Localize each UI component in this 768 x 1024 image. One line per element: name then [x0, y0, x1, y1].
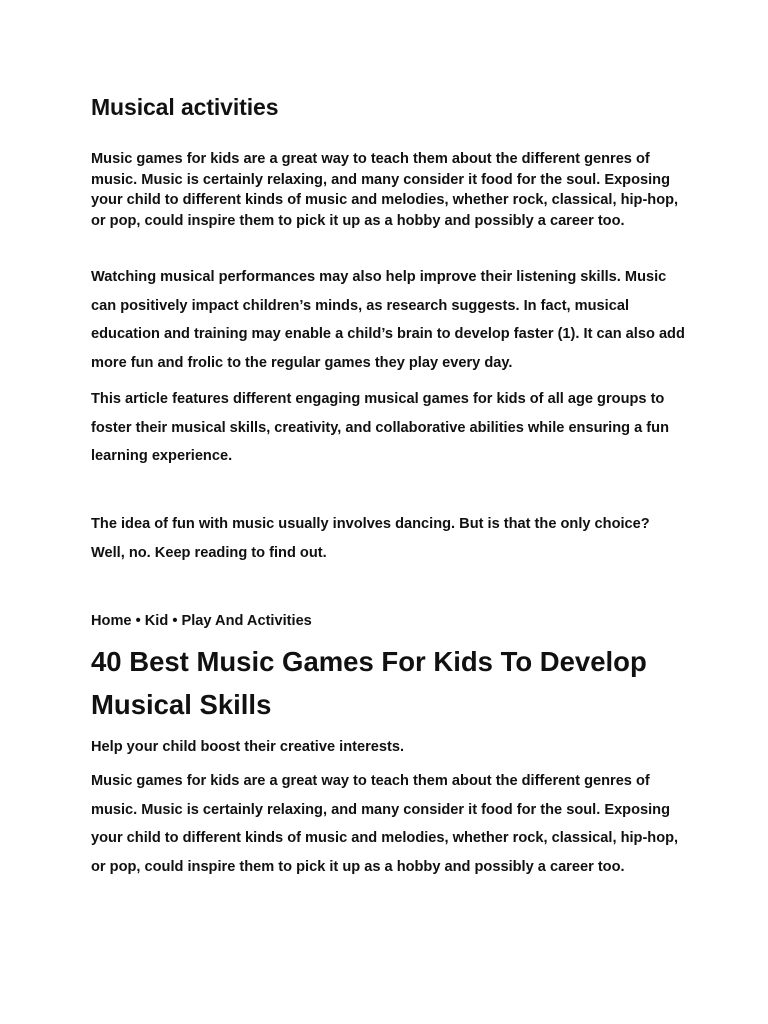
intro-paragraph-2: Watching musical performances may also help improve their listening skills. Music can positively impact children’s minds, as research suggests. In fact, musical education and training may enable a child’s brain to develop faster (1). It can also add more fun and frolic to the regular games they play every day.: [91, 269, 685, 371]
article-title: 40 Best Music Games For Kids To Develop Musical Skills: [91, 646, 647, 720]
breadcrumb-item-home[interactable]: Home: [91, 613, 132, 629]
intro-paragraph-4: The idea of fun with music usually involves dancing. But is that the only choice? Well, no. Keep reading to find out.: [91, 516, 650, 561]
intro-paragraph-3: This article features different engaging musical games for kids of all age groups to foster their musical skills, creativity, and collaborative abilities while ensuring a fun learning experience.: [91, 391, 669, 464]
breadcrumb-item-kid[interactable]: Kid: [144, 613, 169, 629]
section-heading: Musical activities: [91, 94, 279, 120]
breadcrumb-separator: •: [168, 613, 182, 629]
article-subtitle: Help your child boost their creative interests.: [91, 739, 405, 755]
article-paragraph: Music games for kids are a great way to teach them about the different genres of music. Music is certainly relaxing, and many consider it food for the soul. Exposing your child to different kinds of music and melodies, whether rock, classical, hip-hop, or pop, could inspire them to pick it up as a hobby and possibly a career too.: [91, 773, 679, 875]
breadcrumb-item-play-and-activities[interactable]: Play And Activities: [181, 613, 312, 629]
intro-paragraph-1: Music games for kids are a great way to teach them about the different genres of music. Music is certainly relaxing, and many consider it food for the soul. Exposing your child to different kinds of music and melodies, whether rock, classical, hip-hop, or pop, could inspire them to pick it up as a hobby and possibly a career too.: [91, 151, 679, 229]
breadcrumb-separator: •: [131, 613, 145, 629]
breadcrumb: [91, 611, 312, 631]
